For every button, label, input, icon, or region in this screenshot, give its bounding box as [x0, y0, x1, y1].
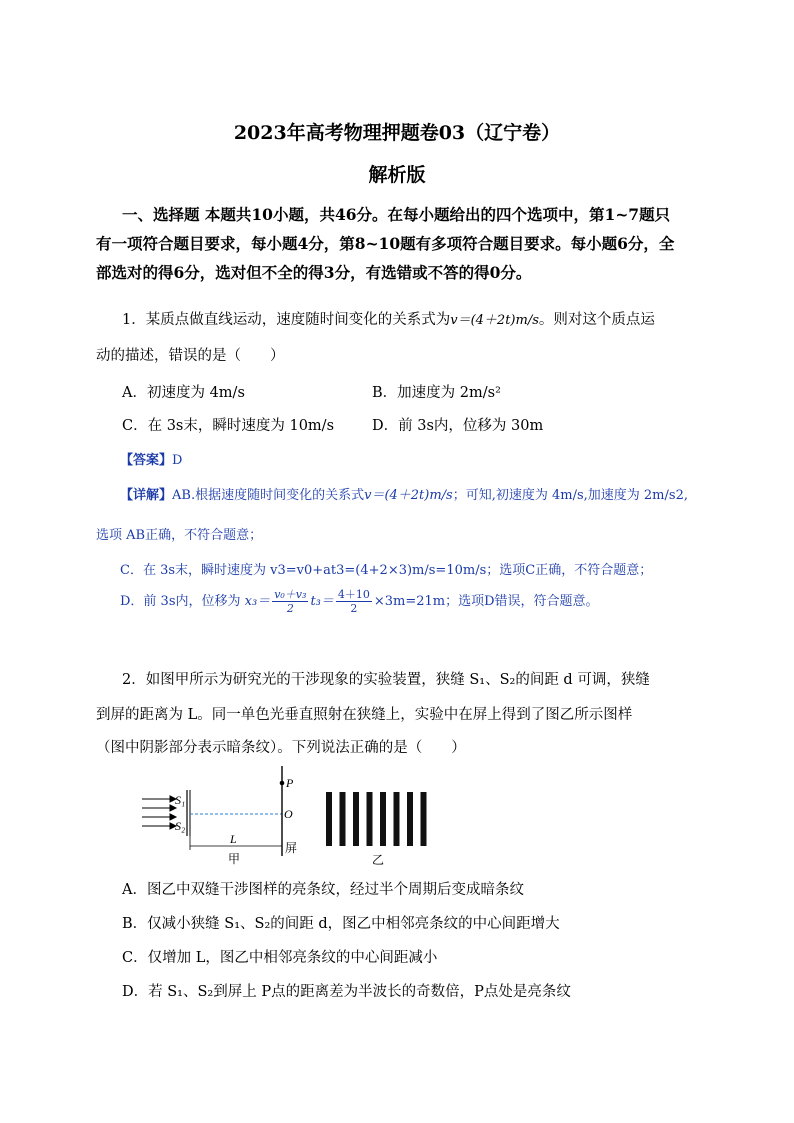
q2-stem-line-1: 2．如图甲所示为研究光的干涉现象的实验装置，狭缝 S₁、S₂的间距 d 可调，狭缝 — [122, 672, 650, 688]
q1-answer — [120, 449, 182, 468]
q1-detail-line-1 — [120, 484, 688, 503]
detail4-denominator-2: 2 — [350, 602, 358, 615]
detail4-numerator-2: 4＋10 — [337, 588, 370, 601]
q1-stem-a: 1．某质点做直线运动，速度随时间变化的关系式为 — [122, 312, 451, 328]
figure-jia — [138, 762, 308, 870]
q2-option-c: C．仅增加 L，图乙中相邻亮条纹的中心间距减小 — [122, 950, 438, 966]
label-o: O — [284, 807, 293, 821]
label-ping: 屏 — [285, 841, 298, 855]
detail4-b: ×3m=21m；选项D错误，符合题意。 — [373, 594, 599, 609]
dark-fringe — [353, 792, 359, 846]
detail4-denominator: 2 — [286, 602, 294, 615]
dark-fringe — [394, 792, 400, 846]
section-line-2: 有一项符合题目要求，每小题4分，第8~10题有多项符合题目要求。每小题6分，全 — [96, 234, 675, 253]
dark-fringes — [326, 792, 427, 846]
detail-tag: 【详解】 — [120, 488, 173, 503]
q2-stem-line-2: 到屏的距离为 L。同一单色光垂直照射在狭缝上，实验中在屏上得到了图乙所示图样 — [96, 707, 633, 723]
detail1-a: AB.根据速度随时间变化的关系式 — [172, 488, 365, 503]
point-p — [280, 781, 285, 786]
q2-option-b: B．仅减小狭缝 S₁、S₂的间距 d，图乙中相邻亮条纹的中心间距增大 — [122, 916, 560, 932]
section-line-3: 部选对的得6分，选对但不全的得3分，有选错或不答的得0分。 — [96, 263, 532, 282]
dark-fringe — [326, 792, 332, 846]
detail4-numerator: v₀＋v₃ — [274, 588, 307, 601]
q1-option-a: A．初速度为 4m/s — [122, 385, 245, 401]
q2-stem-line-3: （图中阴影部分表示暗条纹）。下列说法正确的是（ ） — [96, 740, 466, 756]
dark-fringe — [340, 792, 346, 846]
q1-stem-b: 。则对这个质点运 — [538, 312, 655, 328]
detail4-t: t₃＝ — [310, 594, 334, 609]
q2-option-a: A．图乙中双缝干涉图样的亮条纹，经过半个周期后变成暗条纹 — [122, 882, 524, 898]
detail1-formula: v＝(4＋2t)m/s — [364, 488, 453, 503]
figure-yi — [322, 788, 434, 868]
label-s1: S₁ — [175, 793, 186, 807]
answer-tag: 【答案】 — [120, 453, 173, 468]
q1-option-d: D．前 3s内，位移为 30m — [372, 418, 544, 434]
answer-value: D — [172, 453, 183, 468]
q1-stem-line-1 — [122, 308, 655, 329]
light-arrows — [142, 796, 176, 829]
detail1-b: ；可知,初速度为 4m/s,加速度为 2m/s2, — [452, 488, 688, 503]
q1-detail-line-4 — [120, 588, 599, 615]
dark-fringe — [421, 792, 427, 846]
q1-option-b: B．加速度为 2m/s² — [372, 385, 501, 401]
page-subtitle: 解析版 — [368, 164, 426, 186]
label-p: P — [286, 776, 294, 790]
dark-fringe — [407, 792, 413, 846]
label-yi: 乙 — [372, 853, 385, 867]
label-s2: S₂ — [175, 819, 186, 833]
q1-detail-line-3: C．在 3s末，瞬时速度为 v3=v0+at3=(4+2×3)m/s=10m/s；选项C正确，不符合题意； — [120, 563, 653, 578]
detail4-fraction — [272, 588, 308, 615]
q1-option-c: C．在 3s末，瞬时速度为 10m/s — [122, 418, 335, 434]
label-jia: 甲 — [228, 852, 241, 866]
section-line-1: 一、选择题 本题共10小题，共46分。在每小题给出的四个选项中，第1~7题只 — [122, 205, 671, 224]
detail4-x: x₃＝ — [244, 594, 271, 609]
page-title: 2023年高考物理押题卷03（辽宁卷） — [233, 122, 561, 144]
detail4-a: D．前 3s内，位移为 — [120, 594, 241, 609]
label-l: L — [230, 832, 237, 846]
q1-stem-line-2: 动的描述，错误的是（ ） — [96, 348, 285, 364]
dark-fringe — [367, 792, 373, 846]
detail4-fraction-2 — [336, 588, 372, 615]
q1-detail-line-2: 选项 AB正确，不符合题意； — [96, 528, 263, 543]
q1-formula: v＝(4＋2t)m/s — [450, 313, 539, 328]
dark-fringe — [380, 792, 386, 846]
q2-option-d: D．若 S₁、S₂到屏上 P点的距离差为半波长的奇数倍，P点处是亮条纹 — [122, 984, 571, 1000]
